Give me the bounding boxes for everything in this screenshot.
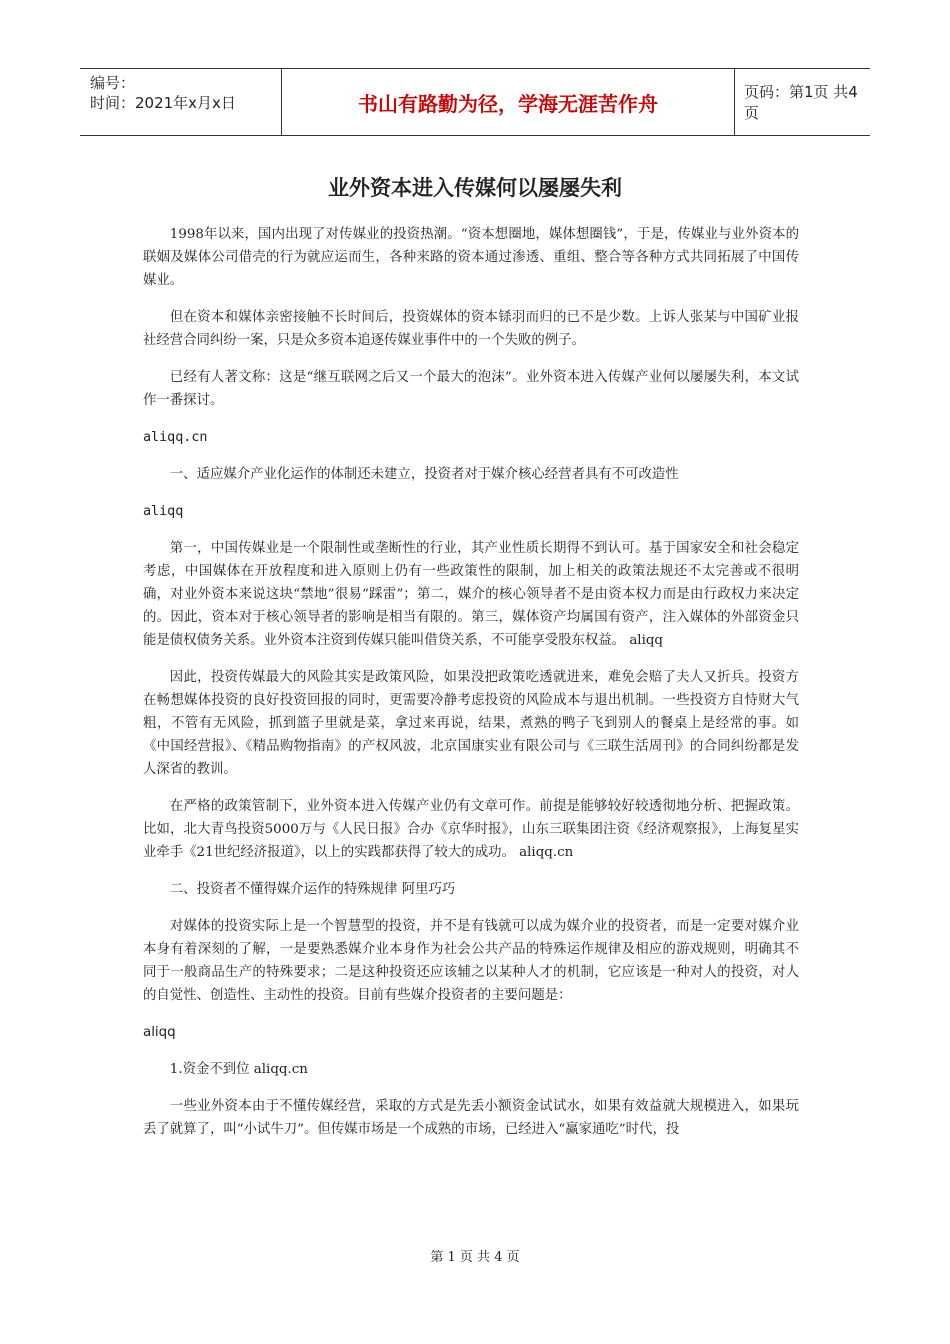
page-footer: 第 1 页 共 4 页 — [430, 1250, 520, 1265]
paragraph: aliqq.cn — [143, 430, 208, 445]
paragraph: 第一，中国传媒业是一个限制性或垄断性的行业，其产业性质长期得不到认可。基于国家安全和社会稳定考虑，中国媒体在开放程度和进入原则上仍有一些政策性的限制，加上相关的政策法规还不太完善或不很明确，对业外资本来说这块“禁地”很易“踩雷”；第二，媒介的核心领导者不是由资本权力而是由行政权力来决定的。因此，资本对于核心领导者的影响是相当有限的。第三，媒体资产均属国有资产，注入媒体的外部资金只能是债权债务关系。业外资本注资到传媒只能叫借贷关系，不可能享受股东权益。 aliqq — [143, 541, 799, 648]
paragraph: 对媒体的投资实际上是一个智慧型的投资，并不是有钱就可以成为媒介业的投资者，而是一定要对媒介业本身有着深刻的了解，一是要熟悉媒介业本身作为社会公共产品的特殊运作规律及相应的游戏规则，明确其不同于一般商品生产的特殊要求；二是这种投资还应该辅之以某种人才的机制，它应该是一种对人的投资，对人的自觉性、创造性、主动性的投资。目前有些媒介投资者的主要问题是： — [143, 919, 799, 1003]
paragraph: 在严格的政策管制下，业外资本进入传媒产业仍有文章可作。前提是能够较好较透彻地分析、把握政策。比如，北大青鸟投资5000万与《人民日报》合办《京华时报》，山东三联集团注资《经济观察报》，上海复星实业牵手《21世纪经济报道》，以上的实践都获得了较大的成功。 aliqq.cn — [143, 799, 799, 860]
section-heading: 一、适应媒介产业化运作的体制还未建立，投资者对于媒介核心经营者具有不可改造性 — [169, 467, 679, 482]
paragraph: 已经有人著文称：这是“继互联网之后又一个最大的泡沫”。业外资本进入传媒产业何以屡屡失利，本文试作一番探讨。 — [143, 370, 799, 408]
paragraph: 但在资本和媒体亲密接触不长时间后，投资媒体的资本铩羽而归的已不是少数。上诉人张某与中国矿业报社经营合同纠纷一案，只是众多资本追逐传媒业事件中的一个失败的例子。 — [143, 310, 799, 348]
document-number-label: 编号： — [90, 74, 136, 92]
document-time-label: 时间：2021年x月x日 — [90, 94, 236, 112]
document-body — [143, 223, 799, 1155]
paragraph: 因此，投资传媒最大的风险其实是政策风险，如果没把政策吃透就进来，难免会赔了夫人又折兵。投资方在畅想媒体投资的良好投资回报的同时，更需要冷静考虑投资的风险成本与退出机制。一些投资方自恃财大气粗，不管有无风险，抓到篮子里就是菜，拿过来再说，结果，煮熟的鸭子飞到别人的餐桌上是经常的事。如《中国经营报》、《精品购物指南》的产权风波，北京国康实业有限公司与《三联生活周刊》的合同纠纷都是发人深省的教训。 — [143, 670, 799, 777]
header-page-number: 页码：第1页 共4页 — [744, 83, 858, 122]
header-motto: 书山有路勤为径，学海无涯苦作舟 — [282, 69, 735, 135]
section-heading: 二、投资者不懂得媒介运作的特殊规律 阿里巧巧 — [169, 882, 456, 897]
paragraph: 一些业外资本由于不懂传媒经营，采取的方式是先丢小额资金试试水，如果有效益就大规模进入，如果玩丢了就算了，叫“小试牛刀”。但传媒市场是一个成熟的市场，已经进入“赢家通吃”时代，投 — [143, 1099, 799, 1137]
paragraph: aliqq — [143, 1025, 176, 1040]
document-title: 业外资本进入传媒何以屡屡失利 — [328, 176, 622, 200]
subsection-heading: 1.资金不到位 aliqq.cn — [169, 1062, 308, 1077]
page-header — [80, 68, 870, 136]
paragraph: 1998年以来，国内出现了对传媒业的投资热潮。“资本想圈地，媒体想圈钱”，于是，传媒业与业外资本的联姻及媒体公司借壳的行为就应运而生，各种来路的资本通过渗透、重组、整合等各种方式共同拓展了中国传媒业。 — [143, 227, 799, 288]
header-info — [80, 69, 282, 135]
paragraph: aliqq — [143, 504, 184, 519]
